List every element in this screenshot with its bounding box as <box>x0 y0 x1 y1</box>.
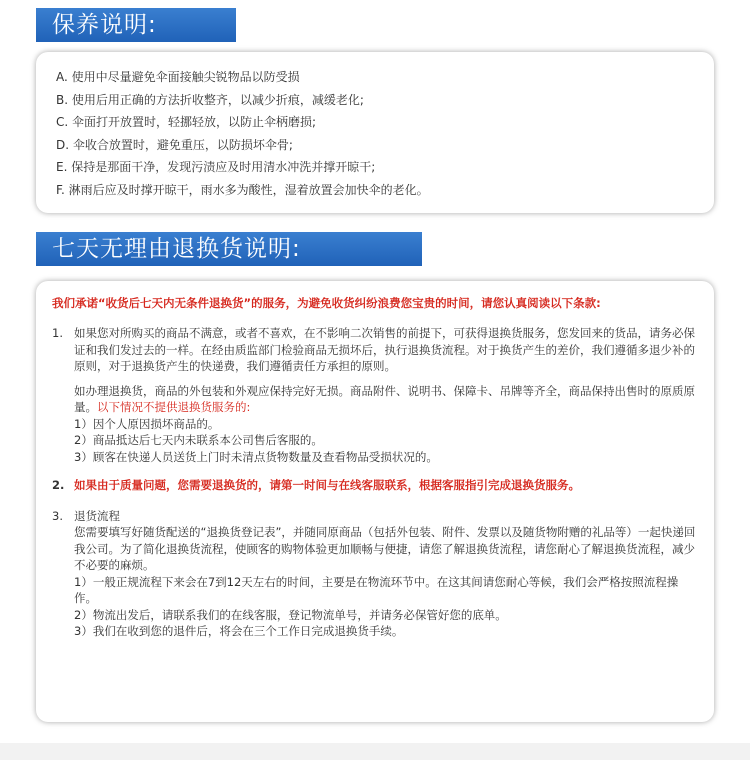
packaging-requirement <box>74 383 696 416</box>
process-step: 2）物流出发后，请联系我们的在线客服，登记物流单号，并请务必保管好您的底单。 <box>74 607 507 622</box>
return-item-2 <box>52 477 696 494</box>
care-instructions-panel <box>36 52 714 213</box>
return-process-heading: 退货流程 <box>74 508 120 523</box>
packaging-text: 如办理退换货，商品的外包装和外观应保持完好无损。商品附件、说明书、保障卡、吊牌等齐全，商品保持出售时的原质原量。 <box>74 383 695 414</box>
care-item-e: E. 保持是那面干净，发现污渍应及时用清水冲洗并撑开晾干; <box>56 160 376 174</box>
care-item-c: C. 伞面打开放置时，轻挪轻放，以防止伞柄磨损; <box>56 115 317 129</box>
item-number: 1. <box>52 326 63 340</box>
return-conditions-text: 如果您对所购买的商品不满意，或者不喜欢，在不影响二次销售的前提下，可获得退换货服务，您发回来的货品，请务必保证和我们发过去的一样。在经由质监部门检验商品无损坏后，执行退换货流程。对于换货产生的差价，我们遵循多退少补的原则，对于退换货产生的快递费，我们遵循责任方承担的原则。 <box>74 326 695 373</box>
exclusion-item: 3）顾客在快递人员送货上门时未清点货物数量及查看物品受损状况的。 <box>74 449 438 464</box>
care-item-f: F. 淋雨后应及时撑开晾干，雨水多为酸性，湿着放置会加快伞的老化。 <box>56 182 429 197</box>
process-step: 1）一般正规流程下来会在7到12天左右的时间，主要是在物流环节中。在这其间请您耐心等候，我们会严格按照流程操作。 <box>74 574 679 605</box>
return-process-text: 您需要填写好随货配送的“退换货登记表”，并随同原商品（包括外包装、附件、发票以及随货物附赠的礼品等）一起快递回我公司。为了简化退换货流程，使顾客的购物体验更加顺畅与便捷，请您了解退换货流程，请您耐心了解退换货流程，减少不必要的麻烦。 <box>74 525 696 572</box>
page-bottom-strip <box>0 743 750 760</box>
item-number: 3. <box>52 508 63 523</box>
process-step: 3）我们在收到您的退件后，将会在三个工作日完成退换货手续。 <box>74 624 404 638</box>
care-section-title: 保养说明: <box>36 8 236 42</box>
exclusions-heading: 以下情况不提供退换货服务的: <box>97 400 251 414</box>
care-item-b: B. 使用后用正确的方法折收整齐，以减少折痕，减缓老化; <box>56 92 364 107</box>
quality-issue-text: 如果由于质量问题，您需要退换货的，请第一时间与在线客服联系，根据客服指引完成退换货服务。 <box>74 478 580 492</box>
care-item-a: A. 使用中尽量避免伞面接触尖锐物品以防受损 <box>56 70 300 84</box>
return-item-1 <box>52 325 696 465</box>
exclusion-item: 1）因个人原因损坏商品的。 <box>74 416 220 431</box>
return-policy-section-title: 七天无理由退换货说明: <box>36 232 422 266</box>
return-policy-intro: 我们承诺“收货后七天内无条件退换货”的服务，为避免收货纠纷浪费您宝贵的时间，请您认真阅读以下条款: <box>52 296 601 310</box>
exclusion-item: 2）商品抵达后七天内未联系本公司售后客服的。 <box>74 433 323 447</box>
return-policy-panel <box>36 281 714 722</box>
care-item-d: D. 伞收合放置时，避免重压，以防损坏伞骨; <box>56 137 293 152</box>
item-number: 2. <box>52 478 65 492</box>
return-item-3 <box>52 508 696 640</box>
